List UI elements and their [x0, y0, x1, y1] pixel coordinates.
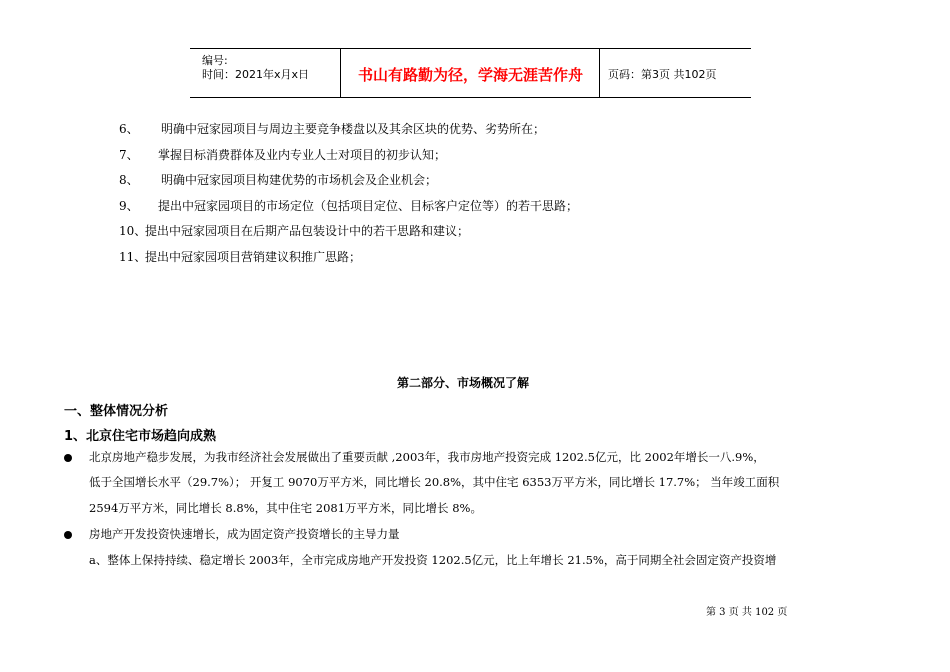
- paragraph-line: a、整体上保持持续、稳定增长 2003年，全市完成房地产开发投资 1202.5亿元，比上年增长 21.5%，高于同期全社会固定资产投资增: [89, 553, 777, 567]
- header-page-info: 页码：第3页 共102页: [608, 68, 717, 81]
- paragraph-line: 低于全国增长水平（29.7%）； 开复工 9070万平方米，同比增长 20.8%，其中住宅 6353万平方米，同比增长 17.7%； 当年竣工面积: [89, 475, 780, 489]
- paragraph-line: 房地产开发投资快速增长，成为固定资产投资增长的主导力量: [89, 527, 400, 541]
- list-item-text: 明确中冠家园项目构建优势的市场机会及企业机会；: [161, 173, 438, 187]
- time-label: 时间：2021年x月x日: [202, 68, 310, 81]
- page-header: [190, 48, 751, 98]
- number-label: 编号:: [202, 54, 228, 67]
- heading-overall-analysis: 一、整体情况分析: [64, 404, 169, 419]
- paragraph-line: 2594万平方米，同比增长 8.8%，其中住宅 2081万平方米，同比增长 8%。: [89, 501, 482, 515]
- paragraph-line: 北京房地产稳步发展，为我市经济社会发展做出了重要贡献 ,2003年，我市房地产投资完成 1202.5亿元，比 2002年增长一八.9%，: [89, 450, 765, 464]
- list-item-num: 6、: [119, 122, 139, 136]
- list-item-text: 掌握目标消费群体及业内专业人士对项目的初步认知；: [158, 148, 447, 162]
- page-footer: 第 3 页 共 102 页: [706, 607, 788, 618]
- list-item-num: 7、: [119, 148, 139, 162]
- list-item-num: 10、: [119, 224, 147, 238]
- header-motto: 书山有路勤为径，学海无涯苦作舟: [357, 66, 583, 84]
- list-item-num: 8、: [119, 173, 139, 187]
- header-middle-cell: [340, 49, 600, 97]
- list-item-text: 提出中冠家园项目营销建议积推广思路；: [145, 250, 362, 264]
- bullet-icon: [64, 454, 72, 462]
- list-item-num: 9、: [119, 199, 139, 213]
- list-item-text: 提出中冠家园项目在后期产品包装设计中的若干思路和建议；: [145, 224, 470, 238]
- list-item-num: 11、: [119, 250, 147, 264]
- header-right-cell: [599, 49, 752, 97]
- bullet-icon: [64, 531, 72, 539]
- section-title: 第二部分、市场概况了解: [397, 376, 530, 390]
- list-item-text: 提出中冠家园项目的市场定位（包括项目定位、目标客户定位等）的若干思路；: [158, 199, 579, 213]
- list-item-text: 明确中冠家园项目与周边主要竞争楼盘以及其余区块的优势、劣势所在；: [161, 122, 546, 136]
- header-left-cell: [190, 49, 340, 97]
- heading-beijing-market: 1、北京住宅市场趋向成熟: [64, 429, 217, 444]
